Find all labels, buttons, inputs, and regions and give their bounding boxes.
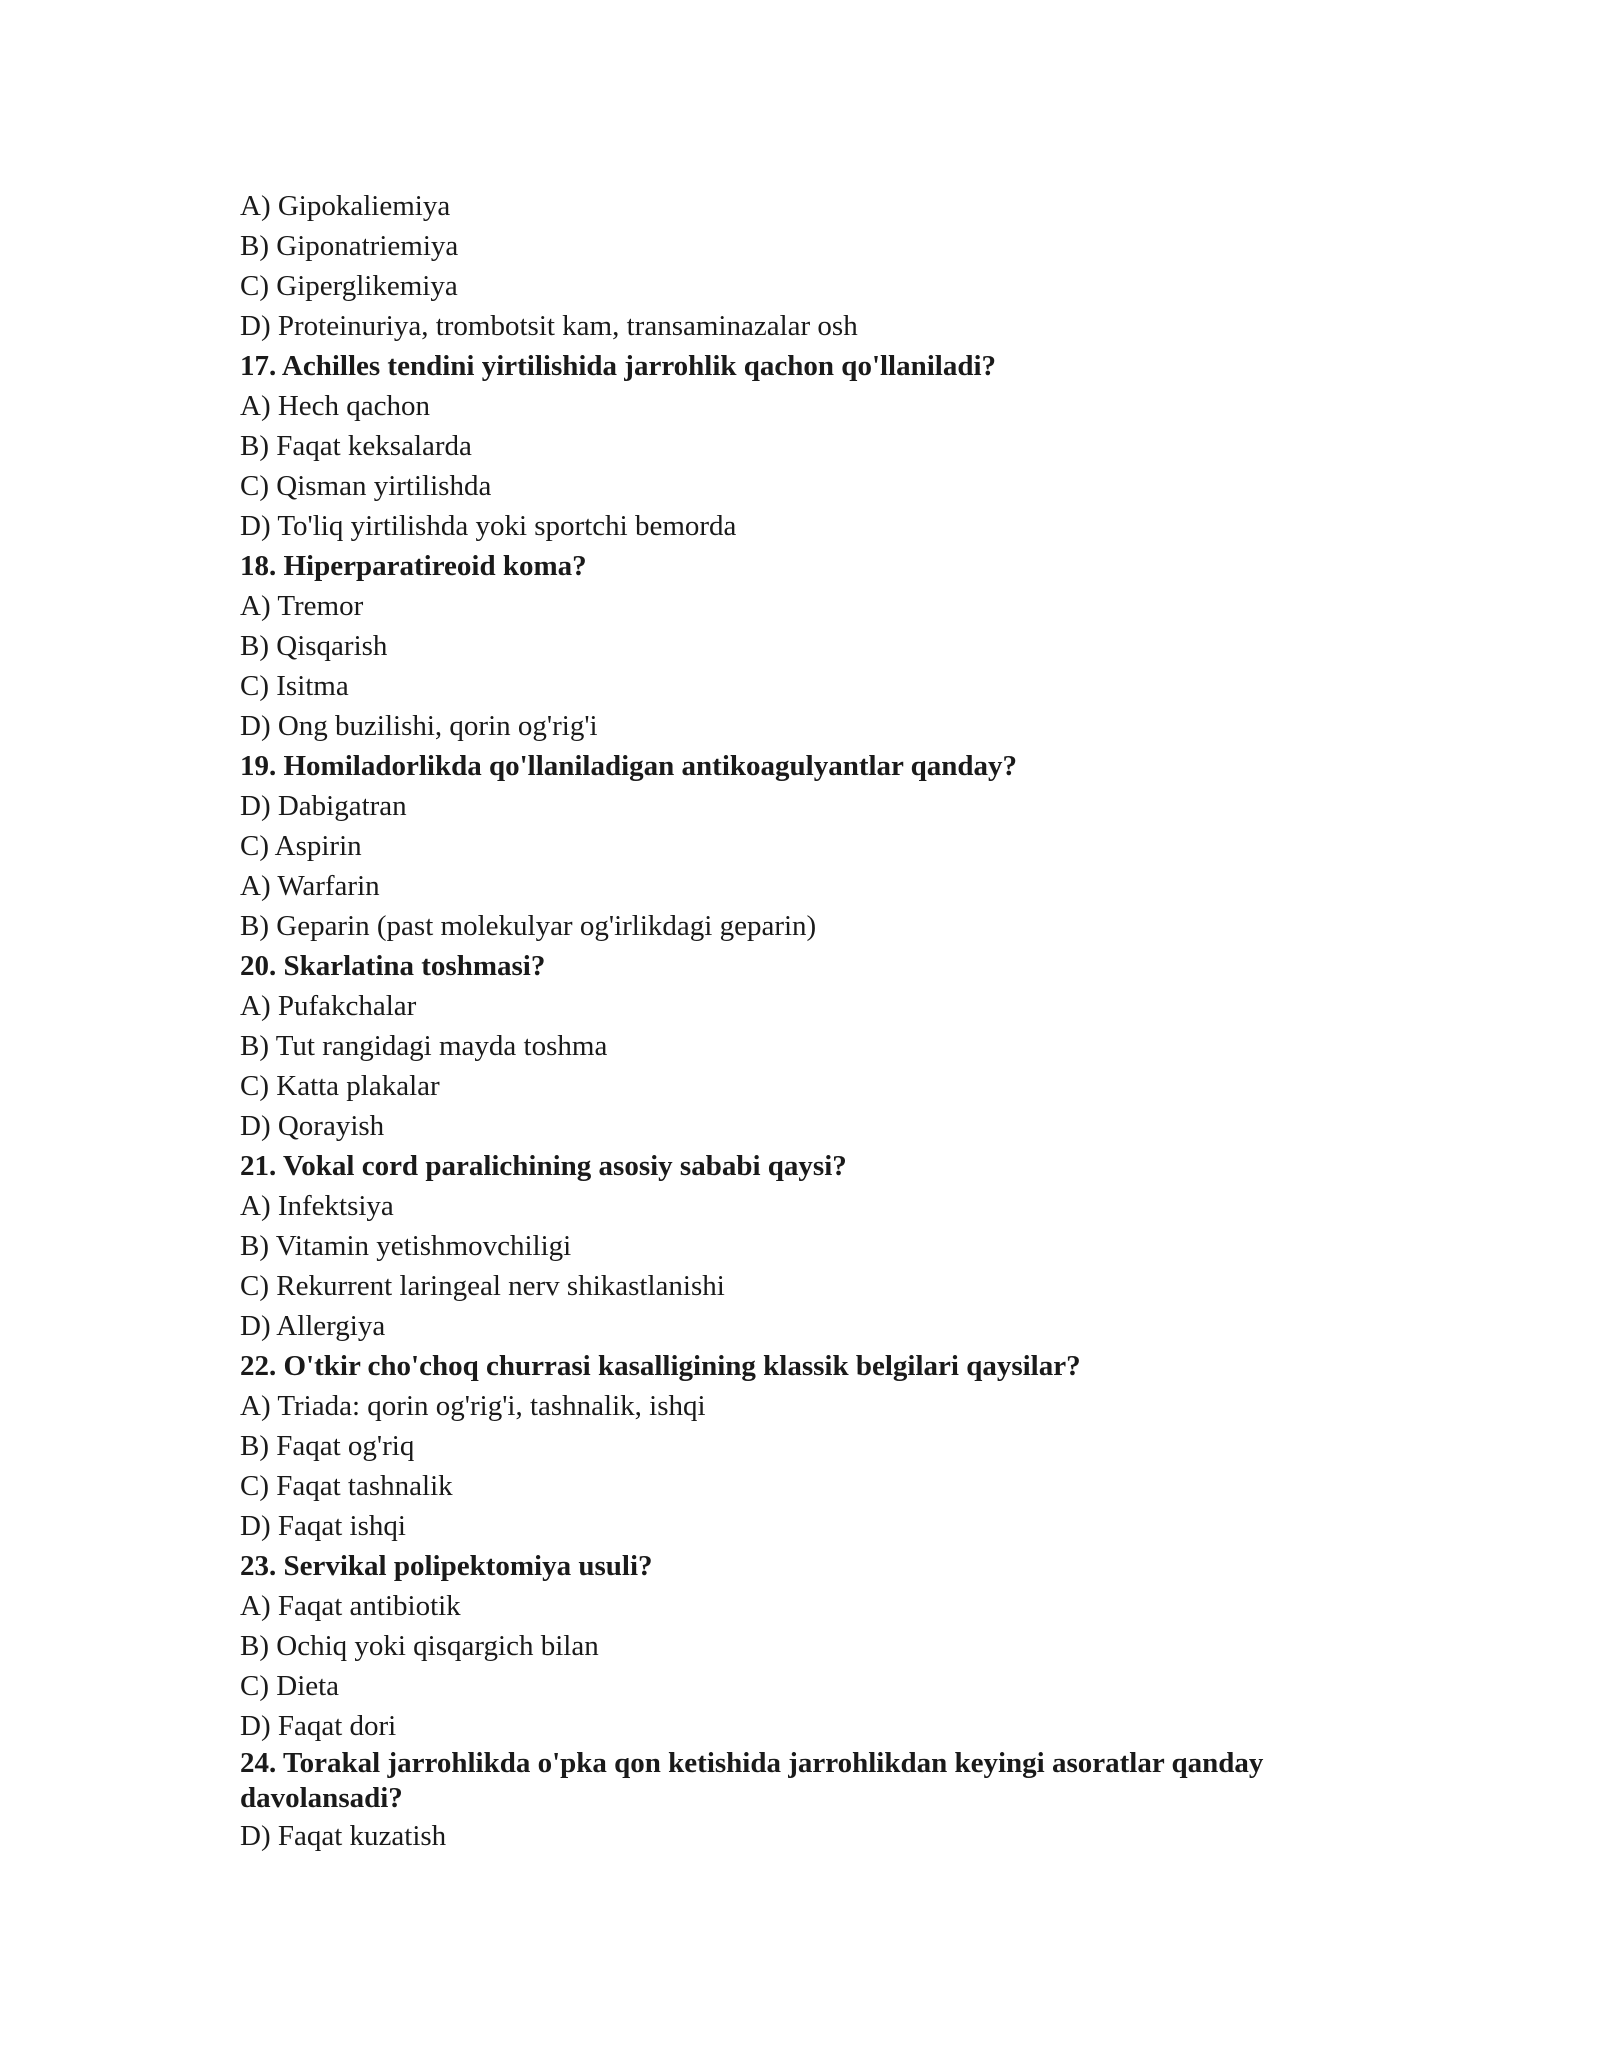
option-line: C) Isitma <box>240 670 349 702</box>
question-title: 24. Torakal jarrohlikda o'pka qon ketishida jarrohlikdan keyingi asoratlar qanday davolansadi? <box>240 1747 1264 1814</box>
option-line: C) Katta plakalar <box>240 1070 440 1102</box>
option-line: B) Giponatriemiya <box>240 230 459 262</box>
option-line: B) Faqat keksalarda <box>240 430 472 462</box>
option-line: D) Qorayish <box>240 1110 385 1142</box>
option-line: A) Tremor <box>240 590 364 622</box>
option-line: D) To'liq yirtilishda yoki sportchi bemorda <box>240 510 737 542</box>
option-line: D) Faqat dori <box>240 1710 397 1742</box>
option-line: A) Hech qachon <box>240 390 431 422</box>
option-line: C) Dieta <box>240 1670 340 1702</box>
option-line: A) Warfarin <box>240 870 380 902</box>
option-line: D) Proteinuriya, trombotsit kam, transaminazalar osh <box>240 310 858 342</box>
option-line: D) Faqat ishqi <box>240 1510 406 1542</box>
question-title: 23. Servikal polipektomiya usuli? <box>240 1550 653 1582</box>
question-title: 22. O'tkir cho'choq churrasi kasalligining klassik belgilari qaysilar? <box>240 1350 1081 1382</box>
option-line: D) Allergiya <box>240 1310 386 1342</box>
option-line: C) Aspirin <box>240 830 362 862</box>
option-line: A) Pufakchalar <box>240 990 417 1022</box>
question-title: 20. Skarlatina toshmasi? <box>240 950 546 982</box>
option-line: D) Dabigatran <box>240 790 407 822</box>
option-line: B) Geparin (past molekulyar og'irlikdagi geparin) <box>240 910 817 942</box>
option-line: A) Gipokaliemiya <box>240 190 451 222</box>
option-line: C) Faqat tashnalik <box>240 1470 453 1502</box>
question-title: 18. Hiperparatireoid koma? <box>240 550 587 582</box>
option-line: D) Faqat kuzatish <box>240 1820 447 1852</box>
option-line: B) Tut rangidagi mayda toshma <box>240 1030 608 1062</box>
option-line: B) Ochiq yoki qisqargich bilan <box>240 1630 599 1662</box>
option-line: C) Rekurrent laringeal nerv shikastlanishi <box>240 1270 725 1302</box>
option-line: A) Triada: qorin og'rig'i, tashnalik, ishqi <box>240 1390 706 1422</box>
option-line: B) Faqat og'riq <box>240 1430 415 1462</box>
option-line: B) Qisqarish <box>240 630 388 662</box>
question-title: 19. Homiladorlikda qo'llaniladigan antikoagulyantlar qanday? <box>240 750 1018 782</box>
option-line: C) Giperglikemiya <box>240 270 458 302</box>
question-title: 21. Vokal cord paralichining asosiy sababi qaysi? <box>240 1150 847 1182</box>
option-line: A) Faqat antibiotik <box>240 1590 461 1622</box>
option-line: B) Vitamin yetishmovchiligi <box>240 1230 572 1262</box>
option-line: C) Qisman yirtilishda <box>240 470 492 502</box>
question-title: 17. Achilles tendini yirtilishida jarrohlik qachon qo'llaniladi? <box>240 350 997 382</box>
option-line: A) Infektsiya <box>240 1190 394 1222</box>
document-page <box>240 186 1370 1856</box>
option-line: D) Ong buzilishi, qorin og'rig'i <box>240 710 598 742</box>
